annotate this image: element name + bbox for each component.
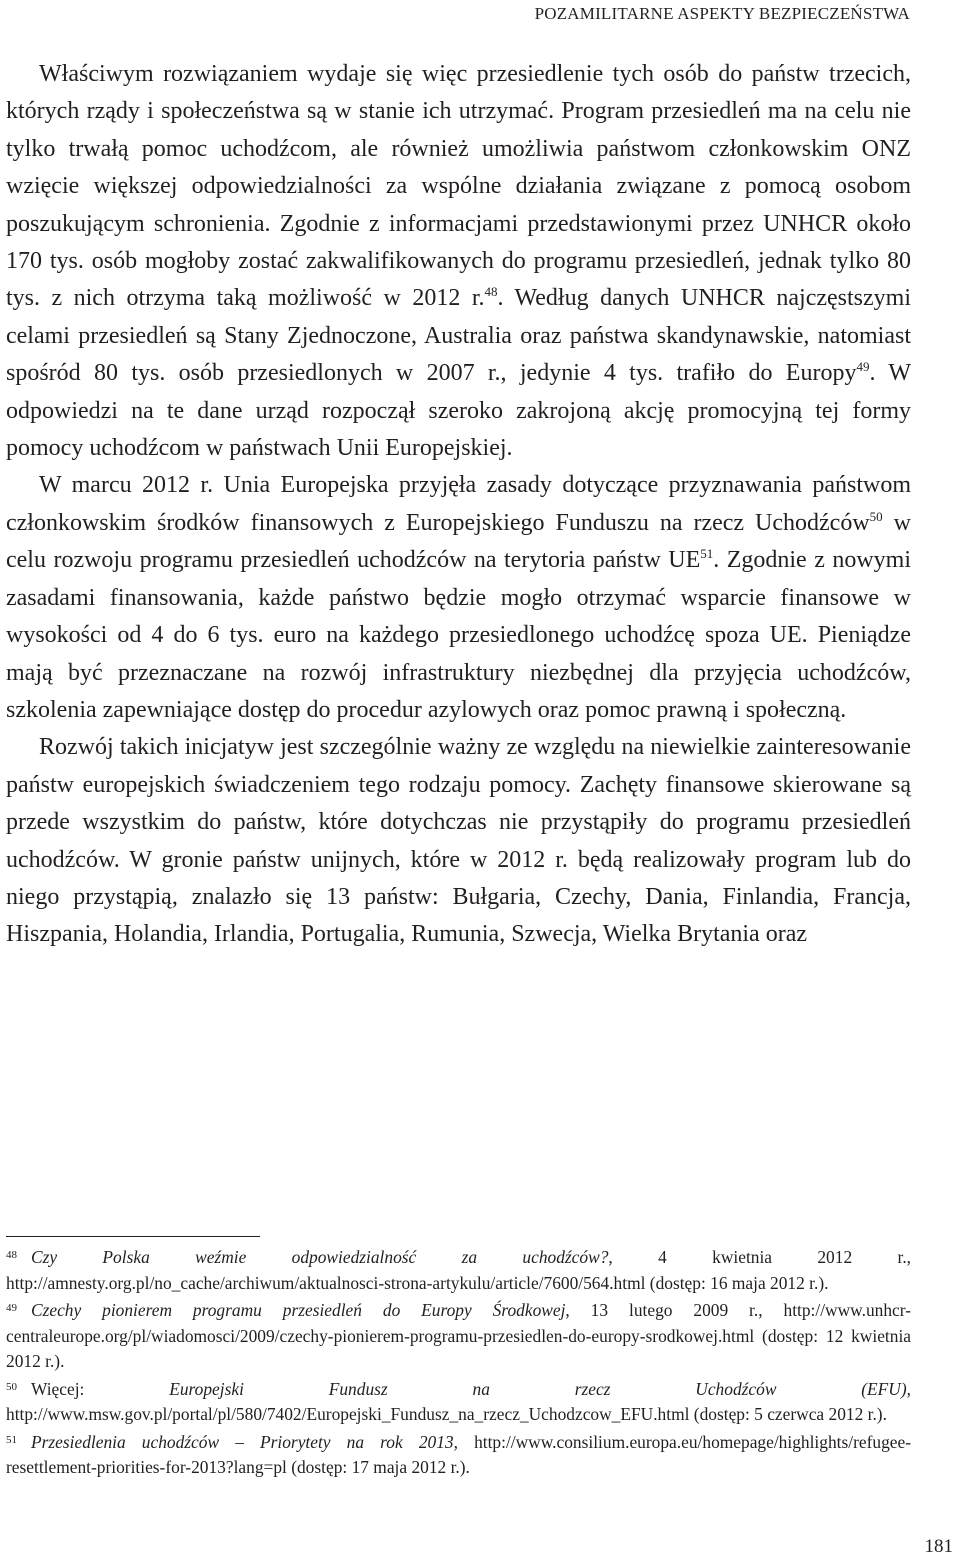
paragraph	[6, 729, 911, 953]
footnote-separator	[6, 1236, 260, 1237]
text-run: w celu rozwoju programu przesiedleń uchodźców na terytoria państw UE	[6, 509, 911, 574]
footnote-title: Przesiedlenia uchodźców – Priorytety na rok 2013,	[31, 1431, 458, 1452]
footnote-prefix: Więcej:	[31, 1378, 170, 1399]
footnote-title: Europejski Fundusz na rzecz Uchodźców (EFU)	[169, 1378, 907, 1399]
footnote-title: Czechy pionierem programu przesiedleń do Europy Środkowej	[31, 1300, 566, 1320]
footnote-source[interactable]: , 4 kwietnia 2012 r., http://amnesty.org.pl/no_cache/archiwum/aktualnosci-strona-artykulu/article/7600/564.html (dostęp: 16 maja 2012 r.).	[6, 1247, 912, 1293]
footnote-source[interactable]: , 13 lutego 2009 r., http://www.unhcr-centraleurope.org/pl/wiadomosci/2009/czechy-pionierem-programu-przesiedlen-do-europy-srodkowej.html (dostęp: 12 kwietnia 2012 r.).	[6, 1300, 911, 1371]
text-run: Właściwym rozwiązaniem wydaje się więc przesiedlenie tych osób do państw trzecich, których rządy i społeczeństwa są w stanie ich utrzymać. Program przesiedleń ma na celu nie tylko trwałą pomoc uchodźcom, ale również umożliwia państwom członkowskim ONZ wzięcie większej odpowiedzialności za wspólne działania związane z pomocą osobom poszukującym schronienia. Zgodnie z informacjami przedstawionymi przez UNHCR około 170 tys. osób mogłoby zostać zakwalifikowanych do programu przesiedleń, jednak tylko 80 tys. z nich otrzyma taką możliwość w 2012 r.	[6, 61, 911, 312]
footnote-ref[interactable]: 51	[700, 546, 714, 562]
footnote	[6, 1430, 911, 1481]
footnote-title: Czy Polska weźmie odpowiedzialność za uchodźców?	[31, 1247, 609, 1267]
footnote-source[interactable]: , http://www.msw.gov.pl/portal/pl/580/7402/Europejski_Fundusz_na_rzecz_Uchodzcow_EFU.html (dostęp: 5 czerwca 2012 r.).	[6, 1378, 911, 1424]
paragraph	[6, 467, 911, 729]
text-run: . Zgodnie z nowymi zasadami finansowania, każde państwo będzie mogło otrzymać wsparcie finansowe w wysokości od 4 do 6 tys. euro na każdego przesiedlonego uchodźcę spoza UE. Pieniądze mają być przeznaczane na rozwój infrastruktury niezbędnej dla przyjęcia uchodźców, szkolenia zapewniające dostęp do procedur azylowych oraz pomoc prawną i społeczną.	[6, 547, 911, 723]
footnote-ref[interactable]: 48	[484, 284, 498, 300]
footnote-number: 51	[6, 1433, 17, 1446]
text-run: Rozwój takich inicjatyw jest szczególnie ważny ze względu na niewielkie zainteresowanie państw europejskich świadczeniem tego rodzaju pomocy. Zachęty finansowe skierowane są przede wszystkim do państw, które dotychczas nie przystąpiły do programu przesiedleń uchodźców. W gronie państw unijnych, które w 2012 r. będą realizowały program lub do niego przystąpią, znalazło się 13 państw: Bułgaria, Czechy, Dania, Finlandia, Francja, Hiszpania, Holandia, Irlandia, Portugalia, Rumunia, Szwecja, Wielka Brytania oraz	[6, 734, 911, 948]
footnote-number: 48	[6, 1249, 17, 1261]
footnote-ref[interactable]: 49	[856, 359, 870, 375]
footnote	[6, 1298, 911, 1375]
paragraph	[6, 56, 911, 467]
page-number: 181	[924, 1536, 953, 1557]
footnote-number: 50	[6, 1380, 17, 1393]
footnotes	[6, 1245, 911, 1483]
text-run: . W odpowiedzi na te dane urząd rozpoczął szeroko zakrojoną akcję promocyjną tej formy pomocy uchodźcom w państwach Unii Europejskiej.	[6, 360, 911, 462]
text-run: W marcu 2012 r. Unia Europejska przyjęła zasady dotyczące przyznawania państwom członkowskim środków finansowych z Europejskiego Funduszu na rzecz Uchodźców	[6, 472, 911, 536]
footnote	[6, 1377, 911, 1428]
footnote-number: 49	[6, 1302, 17, 1314]
main-text	[6, 56, 911, 954]
running-header: POZAMILITARNE ASPEKTY BEZPIECZEŃSTWA	[534, 4, 910, 23]
footnote-ref[interactable]: 50	[869, 508, 883, 524]
footnote-source[interactable]: http://www.consilium.europa.eu/homepage/highlights/refugee-resettlement-priorities-for-2013?lang=pl (dostęp: 17 maja 2012 r.).	[6, 1431, 911, 1477]
footnote	[6, 1245, 911, 1296]
text-run: . Według danych UNHCR najczęstszymi celami przesiedleń są Stany Zjednoczone, Australia oraz państwa skandynawskie, natomiast spośród 80 tys. osób przesiedlonych w 2007 r., jedynie 4 tys. trafiło do Europy	[6, 285, 911, 387]
